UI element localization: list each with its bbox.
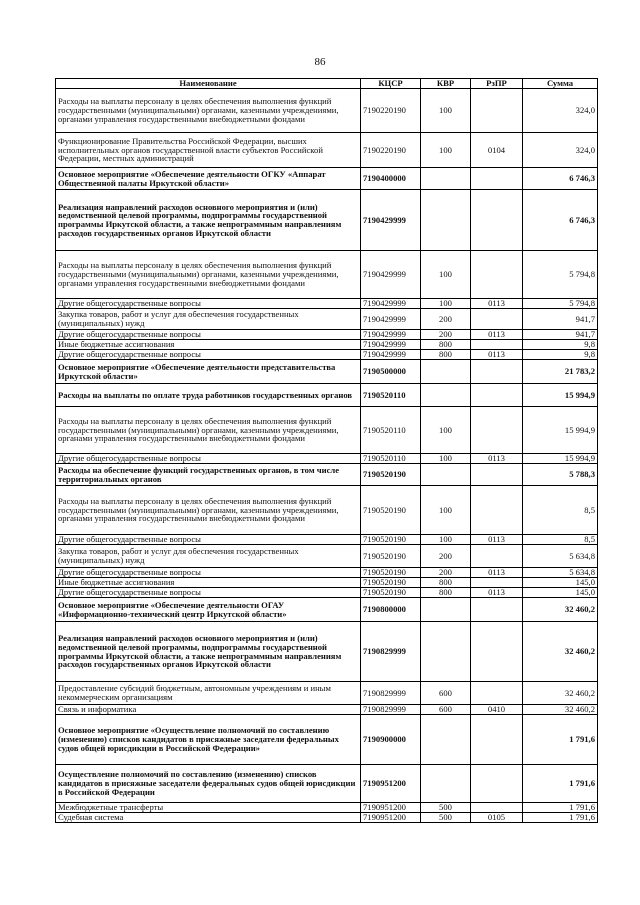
cell-kvr — [421, 715, 471, 765]
page-number: 86 — [314, 56, 326, 68]
cell-kvr — [421, 464, 471, 486]
cell-rzpr: 0410 — [471, 705, 523, 715]
table-row — [56, 309, 598, 330]
cell-sum: 15 994,9 — [523, 454, 598, 464]
cell-name: Осуществление полномочий по составлению (изменению) списков кандидатов в присяжные заседатели федеральных судов общей юрисдикции в Российской Федерации — [56, 765, 361, 803]
cell-kvr: 100 — [421, 251, 471, 299]
cell-kcsr: 7190951200 — [361, 813, 421, 823]
cell-rzpr: 0104 — [471, 133, 523, 168]
table-row — [56, 622, 598, 682]
cell-name: Закупка товаров, работ и услуг для обеспечения государственных (муниципальных) нужд — [56, 309, 361, 330]
cell-sum: 32 460,2 — [523, 622, 598, 682]
cell-kcsr: 7190500000 — [361, 360, 421, 384]
cell-name: Другие общегосударственные вопросы — [56, 299, 361, 309]
cell-sum: 8,5 — [523, 486, 598, 535]
cell-kvr — [421, 598, 471, 622]
table-row — [56, 133, 598, 168]
cell-name: Другие общегосударственные вопросы — [56, 350, 361, 360]
table-row — [56, 765, 598, 803]
cell-name: Другие общегосударственные вопросы — [56, 588, 361, 598]
cell-kcsr: 7190220190 — [361, 89, 421, 133]
table-row — [56, 813, 598, 823]
cell-sum: 21 783,2 — [523, 360, 598, 384]
cell-rzpr: 0113 — [471, 454, 523, 464]
cell-rzpr — [471, 578, 523, 588]
cell-kvr: 800 — [421, 340, 471, 350]
cell-sum: 5 794,8 — [523, 299, 598, 309]
table-row — [56, 89, 598, 133]
cell-kcsr: 7190429999 — [361, 309, 421, 330]
cell-sum: 145,0 — [523, 578, 598, 588]
cell-kcsr: 7190400000 — [361, 168, 421, 190]
cell-name: Закупка товаров, работ и услуг для обеспечения государственных (муниципальных) нужд — [56, 545, 361, 568]
cell-name: Другие общегосударственные вопросы — [56, 535, 361, 545]
table-row — [56, 578, 598, 588]
cell-kvr: 600 — [421, 705, 471, 715]
table-row — [56, 715, 598, 765]
cell-kvr — [421, 360, 471, 384]
cell-kvr: 200 — [421, 568, 471, 578]
cell-kvr — [421, 384, 471, 407]
header-kcsr: КЦСР — [361, 79, 421, 89]
cell-kvr — [421, 622, 471, 682]
cell-sum: 15 994,9 — [523, 407, 598, 454]
cell-sum: 32 460,2 — [523, 682, 598, 705]
cell-name: Расходы на выплаты персоналу в целях обеспечения выполнения функций государственными (муниципальными) органами, казенными учреждениями, органами управления государственными внебюджетными фондами — [56, 89, 361, 133]
table-row — [56, 407, 598, 454]
cell-name: Другие общегосударственные вопросы — [56, 454, 361, 464]
table-row — [56, 340, 598, 350]
cell-rzpr — [471, 340, 523, 350]
cell-rzpr — [471, 309, 523, 330]
header-rzpr: РзПР — [471, 79, 523, 89]
table-row — [56, 190, 598, 251]
cell-name: Реализация направлений расходов основного мероприятия и (или) ведомственной целевой программы, подпрограммы государственной программы Иркутской области, а также непрограммным направлениям расходов государственных органов Иркутской области — [56, 190, 361, 251]
cell-rzpr: 0113 — [471, 330, 523, 340]
cell-rzpr: 0113 — [471, 350, 523, 360]
cell-sum: 6 746,3 — [523, 190, 598, 251]
cell-sum: 1 791,6 — [523, 715, 598, 765]
cell-name: Судебная система — [56, 813, 361, 823]
table-row — [56, 568, 598, 578]
cell-name: Основное мероприятие «Обеспечение деятельности представительства Иркутской области» — [56, 360, 361, 384]
cell-rzpr — [471, 407, 523, 454]
table-row — [56, 251, 598, 299]
cell-kcsr: 7190800000 — [361, 598, 421, 622]
table-row — [56, 535, 598, 545]
cell-name: Функционирование Правительства Российской Федерации, высших исполнительных органов государственной власти субъектов Российской Федерации, местных администраций — [56, 133, 361, 168]
cell-kcsr: 7190520190 — [361, 568, 421, 578]
cell-kvr: 600 — [421, 682, 471, 705]
cell-kcsr: 7190520190 — [361, 588, 421, 598]
cell-name: Расходы на обеспечение функций государственных органов, в том числе территориальных органов — [56, 464, 361, 486]
cell-sum: 1 791,6 — [523, 813, 598, 823]
cell-name: Другие общегосударственные вопросы — [56, 568, 361, 578]
cell-name: Расходы на выплаты по оплате труда работников государственных органов — [56, 384, 361, 407]
table-row — [56, 350, 598, 360]
table-row — [56, 705, 598, 715]
cell-kcsr: 7190429999 — [361, 190, 421, 251]
cell-kvr: 200 — [421, 330, 471, 340]
cell-name: Расходы на выплаты персоналу в целях обеспечения выполнения функций государственными (муниципальными) органами, казенными учреждениями, органами управления государственными внебюджетными фондами — [56, 251, 361, 299]
cell-kcsr: 7190429999 — [361, 330, 421, 340]
cell-kvr: 200 — [421, 545, 471, 568]
table-row — [56, 384, 598, 407]
cell-sum: 32 460,2 — [523, 598, 598, 622]
cell-rzpr: 0113 — [471, 568, 523, 578]
cell-name: Основное мероприятие «Осуществление полномочий по составлению (изменению) списков кандидатов в присяжные заседатели федеральных судов общей юрисдикции в Российской Федерации» — [56, 715, 361, 765]
table-row — [56, 464, 598, 486]
cell-kcsr: 7190429999 — [361, 251, 421, 299]
cell-kcsr: 7190520190 — [361, 535, 421, 545]
cell-sum: 5 794,8 — [523, 251, 598, 299]
cell-rzpr: 0113 — [471, 535, 523, 545]
cell-rzpr — [471, 765, 523, 803]
table-row — [56, 168, 598, 190]
cell-sum: 32 460,2 — [523, 705, 598, 715]
cell-name: Основное мероприятие «Обеспечение деятельности ОГКУ «Аппарат Общественной палаты Иркутской области» — [56, 168, 361, 190]
cell-kcsr: 7190829999 — [361, 622, 421, 682]
cell-name: Расходы на выплаты персоналу в целях обеспечения выполнения функций государственными (муниципальными) органами, казенными учреждениями, органами управления государственными внебюджетными фондами — [56, 407, 361, 454]
cell-sum: 8,5 — [523, 535, 598, 545]
cell-kcsr: 7190520110 — [361, 384, 421, 407]
cell-sum: 941,7 — [523, 330, 598, 340]
table-row — [56, 682, 598, 705]
cell-rzpr — [471, 486, 523, 535]
cell-kvr: 500 — [421, 813, 471, 823]
cell-name: Основное мероприятие «Обеспечение деятельности ОГАУ «Информационно-технический центр Иркутской области» — [56, 598, 361, 622]
cell-sum: 9,8 — [523, 340, 598, 350]
cell-rzpr — [471, 168, 523, 190]
table-row — [56, 588, 598, 598]
cell-rzpr — [471, 89, 523, 133]
cell-sum: 5 634,8 — [523, 568, 598, 578]
cell-rzpr: 0113 — [471, 588, 523, 598]
cell-kcsr: 7190429999 — [361, 350, 421, 360]
table-row — [56, 299, 598, 309]
table-row — [56, 486, 598, 535]
cell-rzpr — [471, 598, 523, 622]
cell-kcsr: 7190520110 — [361, 407, 421, 454]
cell-name: Иные бюджетные ассигнования — [56, 578, 361, 588]
table-row — [56, 360, 598, 384]
header-name: Наименование — [56, 79, 361, 89]
cell-kvr — [421, 190, 471, 251]
cell-kcsr: 7190220190 — [361, 133, 421, 168]
cell-kvr: 100 — [421, 486, 471, 535]
cell-sum: 324,0 — [523, 89, 598, 133]
cell-rzpr: 0105 — [471, 813, 523, 823]
cell-rzpr — [471, 384, 523, 407]
table-row — [56, 598, 598, 622]
cell-kvr: 100 — [421, 299, 471, 309]
cell-sum: 5 788,3 — [523, 464, 598, 486]
cell-name: Другие общегосударственные вопросы — [56, 330, 361, 340]
cell-rzpr — [471, 190, 523, 251]
cell-rzpr — [471, 715, 523, 765]
cell-kcsr: 7190520190 — [361, 486, 421, 535]
cell-kvr: 500 — [421, 803, 471, 813]
cell-kvr: 100 — [421, 133, 471, 168]
table-body — [56, 89, 598, 823]
cell-kvr: 100 — [421, 89, 471, 133]
cell-sum: 324,0 — [523, 133, 598, 168]
table-row — [56, 330, 598, 340]
cell-sum: 1 791,6 — [523, 765, 598, 803]
cell-rzpr — [471, 545, 523, 568]
cell-kcsr: 7190520110 — [361, 454, 421, 464]
cell-kcsr: 7190829999 — [361, 705, 421, 715]
cell-rzpr — [471, 803, 523, 813]
cell-kcsr: 7190429999 — [361, 340, 421, 350]
cell-kvr: 800 — [421, 350, 471, 360]
cell-name: Иные бюджетные ассигнования — [56, 340, 361, 350]
table-header-row — [56, 79, 598, 89]
cell-rzpr — [471, 464, 523, 486]
cell-name: Межбюджетные трансферты — [56, 803, 361, 813]
cell-sum: 1 791,6 — [523, 803, 598, 813]
cell-kvr: 800 — [421, 578, 471, 588]
cell-kcsr: 7190900000 — [361, 715, 421, 765]
cell-kcsr: 7190429999 — [361, 299, 421, 309]
cell-kvr: 100 — [421, 535, 471, 545]
cell-kvr: 800 — [421, 588, 471, 598]
cell-kcsr: 7190951200 — [361, 765, 421, 803]
cell-sum: 145,0 — [523, 588, 598, 598]
table-row — [56, 803, 598, 813]
cell-kcsr: 7190520190 — [361, 464, 421, 486]
header-kvr: КВР — [421, 79, 471, 89]
cell-sum: 9,8 — [523, 350, 598, 360]
cell-kcsr: 7190520190 — [361, 545, 421, 568]
cell-rzpr: 0113 — [471, 299, 523, 309]
header-sum: Сумма — [523, 79, 598, 89]
cell-kcsr: 7190520190 — [361, 578, 421, 588]
budget-table — [55, 78, 598, 823]
cell-rzpr — [471, 360, 523, 384]
cell-kcsr: 7190829999 — [361, 682, 421, 705]
cell-sum: 15 994,9 — [523, 384, 598, 407]
cell-kvr — [421, 765, 471, 803]
table-row — [56, 545, 598, 568]
cell-kvr — [421, 168, 471, 190]
cell-sum: 941,7 — [523, 309, 598, 330]
cell-name: Реализация направлений расходов основного мероприятия и (или) ведомственной целевой программы, подпрограммы государственной программы Иркутской области, а также непрограммным направлениям расходов государственных органов Иркутской области — [56, 622, 361, 682]
cell-sum: 6 746,3 — [523, 168, 598, 190]
cell-kvr: 200 — [421, 309, 471, 330]
cell-rzpr — [471, 251, 523, 299]
cell-name: Предоставление субсидий бюджетным, автономным учреждениям и иным некоммерческим организациям — [56, 682, 361, 705]
cell-kvr: 100 — [421, 454, 471, 464]
cell-kcsr: 7190951200 — [361, 803, 421, 813]
table-row — [56, 454, 598, 464]
cell-name: Расходы на выплаты персоналу в целях обеспечения выполнения функций государственными (муниципальными) органами, казенными учреждениями, органами управления государственными внебюджетными фондами — [56, 486, 361, 535]
cell-rzpr — [471, 682, 523, 705]
cell-name: Связь и информатика — [56, 705, 361, 715]
cell-sum: 5 634,8 — [523, 545, 598, 568]
cell-rzpr — [471, 622, 523, 682]
cell-kvr: 100 — [421, 407, 471, 454]
